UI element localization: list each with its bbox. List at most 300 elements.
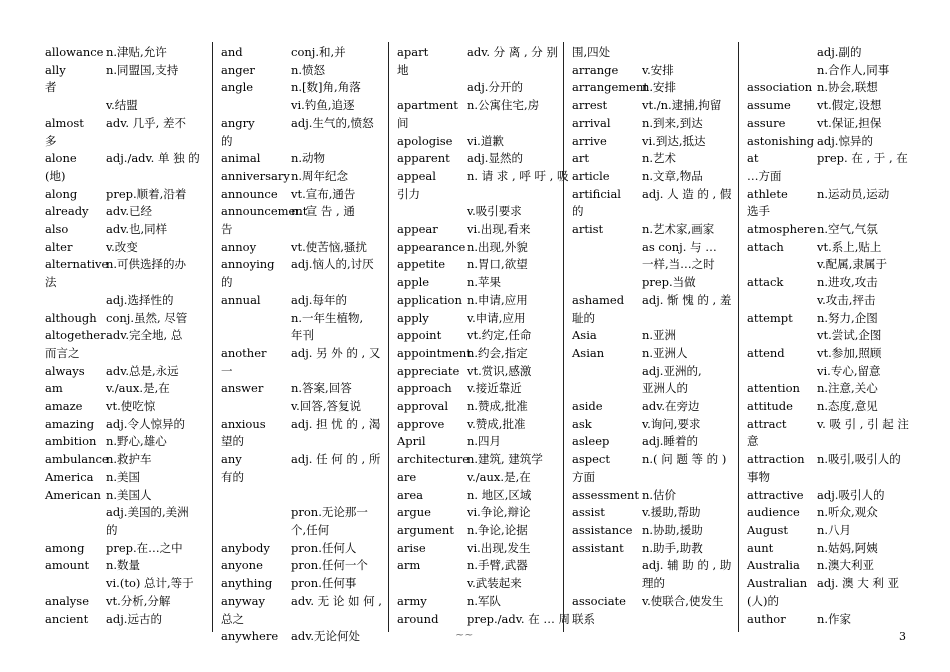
dictionary-entry-line [221,310,383,328]
dictionary-entry-line [221,611,383,629]
definition: adj. 另 外 的 , 又 [291,345,381,360]
headword: anniversary [221,168,290,183]
column-3 [397,44,571,630]
definition: adj.分开的 [467,80,523,95]
definition: v./aux.是,在 [467,469,531,484]
dictionary-entry-line [572,186,734,204]
headword: attitude [747,399,793,414]
dictionary-entry-line [397,540,559,558]
definition-continuation: 耻的 [572,310,595,325]
definition: vi.出现,发生 [467,540,531,555]
dictionary-entry-line [45,168,207,186]
definition: prep./adv. 在 … 周 [467,611,571,626]
definition-continuation: 围,四处 [572,45,611,59]
dictionary-entry-line [397,575,559,593]
definition: n.到来,到达 [642,115,703,130]
definition: n.答案,回答 [291,381,352,396]
definition: n.军队 [467,593,502,608]
dictionary-entry-line [747,221,909,239]
dictionary-entry-line [572,398,734,416]
definition: n.听众,观众 [817,505,878,520]
dictionary-entry-line [747,150,909,168]
dictionary-entry-line [45,469,207,487]
dictionary-entry-line [45,150,207,168]
dictionary-entry-line [397,487,559,505]
dictionary-entry-line [221,487,383,505]
headword: amazing [45,416,95,431]
dictionary-entry-line [221,150,383,168]
headword: attract [747,416,787,431]
dictionary-entry-line [397,310,559,328]
headword: anyone [221,558,263,573]
dictionary-entry-line [221,380,383,398]
definition: n.进攻,攻击 [817,275,878,290]
definition: prep.在…之中 [106,540,183,555]
definition-continuation: 的 [221,133,233,148]
dictionary-entry-line [45,79,207,97]
dictionary-entry-line [45,504,207,522]
headword: appointment [397,345,471,360]
definition: n.估价 [642,487,677,502]
headword: assure [747,115,786,130]
definition: v.回答,答复说 [291,399,361,414]
headword: any [221,452,242,467]
definition: v.安排 [642,62,674,77]
headword: Asian [572,345,605,360]
dictionary-entry-line [572,504,734,522]
headword: approve [397,416,445,431]
definition: n.亚洲人 [642,345,688,360]
column-divider [563,42,564,632]
headword: ask [572,416,592,431]
headword: author [747,611,786,626]
dictionary-entry-line [45,44,207,62]
definition: vt.约定,任命 [467,328,532,343]
dictionary-entry-line [572,203,734,221]
definition: n.姑妈,阿姨 [817,540,878,555]
dictionary-entry-line [747,239,909,257]
headword: answer [221,381,264,396]
definition-continuation: 者 [45,80,57,95]
dictionary-entry-line [397,150,559,168]
definition: n.吸引,吸引人的 [817,452,901,467]
dictionary-entry-line [221,451,383,469]
dictionary-entry-line [572,345,734,363]
dictionary-entry-line [221,416,383,434]
headword: attend [747,345,785,360]
headword: am [45,381,63,396]
dictionary-entry-line [572,327,734,345]
headword: assistant [572,540,624,555]
headword: annual [221,292,261,307]
dictionary-entry-line [397,62,559,80]
dictionary-entry-line [747,398,909,416]
definition: adv. 无 论 如 何 , [291,593,382,608]
headword: architecture [397,452,470,467]
headword: are [397,469,417,484]
dictionary-entry-line [747,557,909,575]
dictionary-entry-line [221,575,383,593]
definition: n.合作人,同事 [817,62,890,77]
headword: amaze [45,399,83,414]
definition: adj. 任 何 的 , 所 [291,452,381,467]
definition: adv.已经 [106,204,153,219]
dictionary-entry-line [747,292,909,310]
dictionary-entry-line [397,522,559,540]
definition: n.亚洲 [642,328,677,343]
headword: allowance [45,45,104,59]
definition: vi.到达,抵达 [642,133,706,148]
headword: apple [397,275,430,290]
dictionary-entry-line [45,522,207,540]
headword: arm [397,558,421,573]
definition: vt.分析,分解 [106,593,171,608]
dictionary-entry-line [572,380,734,398]
dictionary-entry-line [397,133,559,151]
definition: n.赞成,批准 [467,399,528,414]
dictionary-entry-line [747,256,909,274]
dictionary-entry-line [572,274,734,292]
dictionary-entry-line [221,398,383,416]
dictionary-entry-line [45,540,207,558]
headword: appreciate [397,363,460,378]
dictionary-entry-line [397,168,569,186]
definition: n.胃口,欲望 [467,257,528,272]
headword: Asia [572,328,597,343]
dictionary-entry-line [397,416,559,434]
dictionary-entry-line [747,345,909,363]
definition: n.申请,应用 [467,292,528,307]
headword: arise [397,540,426,555]
definition: n.艺术家,画家 [642,222,715,237]
headword: attraction [747,452,805,467]
dictionary-entry-line [747,575,909,593]
headword: army [397,593,427,608]
definition: vt.参加,照顾 [817,345,882,360]
definition: 一样,当…之时 [642,257,715,272]
definition-continuation: …方面 [747,168,782,183]
dictionary-entry-line [45,416,207,434]
definition: adj.令人惊异的 [106,416,185,431]
definition: adj./adv. 单 独 的 [106,151,200,166]
definition: n.同盟国,支持 [106,62,179,77]
dictionary-entry-line [45,451,207,469]
dictionary-entry-line [45,433,207,451]
headword: already [45,204,89,219]
headword: August [747,522,789,537]
definition-continuation: 联系 [572,611,595,626]
headword: alone [45,151,77,166]
definition: vt.使苦恼,骚扰 [291,239,367,254]
definition-continuation: 的 [221,275,233,290]
dictionary-entry-line [397,274,559,292]
definition-continuation: 选手 [747,204,770,219]
dictionary-entry-line [45,380,207,398]
dictionary-entry-line [747,416,909,434]
headword: argument [397,522,454,537]
definition: n.动物 [291,151,326,166]
dictionary-entry-line [572,433,734,451]
headword: appeal [397,168,436,183]
headword: approval [397,399,449,414]
headword: aside [572,399,603,414]
definition: vt.假定,设想 [817,98,882,113]
dictionary-entry-line [747,504,909,522]
headword: athlete [747,186,788,201]
dictionary-entry-line [397,398,559,416]
headword: arrest [572,98,608,113]
headword: appetite [397,257,446,272]
definition: adv. 几乎, 差不 [106,115,186,130]
definition: adj. 惭 愧 的 , 羞 [642,292,732,307]
dictionary-entry-line [221,345,383,363]
headword: approach [397,381,452,396]
definition: adj. 澳 大 利 亚 [817,576,900,591]
dictionary-entry-line [747,203,909,221]
definition: 个,任何 [291,522,330,537]
definition: pron.无论那一 [291,505,368,520]
definition-continuation: 总之 [221,611,244,626]
dictionary-entry-line [45,239,207,257]
definition: conj.和,并 [291,45,346,59]
headword: ambition [45,434,97,449]
dictionary-entry-line [221,186,383,204]
dictionary-entry-line [397,504,559,522]
dictionary-entry-line [45,186,207,204]
definition: prep.当做 [642,275,696,290]
definition: vi.争论,辩论 [467,505,531,520]
headword: attention [747,381,800,396]
dictionary-entry-line [45,115,207,133]
definition: n.可供选择的办 [106,257,187,272]
definition: n.助手,助教 [642,540,703,555]
definition: v.改变 [106,239,138,254]
definition: vi.(to) 总计,等于 [106,576,194,591]
definition: n.作家 [817,611,852,626]
definition: adv.在旁边 [642,399,700,414]
definition-continuation: 多 [45,133,57,148]
definition: vt./n.逮捕,拘留 [642,98,722,113]
dictionary-entry-line [45,575,207,593]
headword: attach [747,239,784,254]
definition: adj.副的 [817,45,862,59]
definition: adv.完全地, 总 [106,328,183,343]
definition: n.野心,雄心 [106,434,167,449]
dictionary-entry-line [397,363,559,381]
dictionary-entry-line [397,469,559,487]
dictionary-entry-line [572,168,734,186]
dictionary-entry-line [45,398,207,416]
definition: vt.保证,担保 [817,115,882,130]
dictionary-entry-line [572,522,734,540]
dictionary-entry-line [572,310,734,328]
definition: adj.显然的 [467,151,523,166]
definition: 的 [106,522,118,537]
headword: among [45,540,85,555]
dictionary-entry-line [747,274,909,292]
definition: n.注意,关心 [817,381,878,396]
dictionary-entry-line [572,44,734,62]
headword: appear [397,222,438,237]
dictionary-entry-line [221,433,383,451]
definition: n. 请 求 , 呼 吁 , 吸 [467,168,569,183]
headword: analyse [45,593,90,608]
footer-center-mark: ~~ [455,628,474,641]
definition: adj. 人 造 的 , 假 [642,186,732,201]
dictionary-entry-line [45,310,207,328]
definition-continuation: 间 [397,115,409,130]
definition: adj.选择性的 [106,292,174,307]
dictionary-entry-line [747,97,909,115]
dictionary-entry-line [45,327,207,345]
definition: adv.无论何处 [291,629,361,644]
headword: apply [397,310,429,325]
dictionary-entry-line [747,168,909,186]
dictionary-entry-line [45,97,207,115]
dictionary-entry-line [45,557,207,575]
dictionary-entry-line [221,292,383,310]
dictionary-entry-line [45,203,207,221]
headword: art [572,151,589,166]
definition: n. 地区,区域 [467,487,532,502]
dictionary-entry-line [747,62,909,80]
definition: vi.道歉 [467,133,504,148]
dictionary-entry-line [572,593,734,611]
dictionary-entry-line [397,557,559,575]
dictionary-entry-line [747,380,909,398]
headword: anybody [221,540,270,555]
headword: April [397,434,426,449]
dictionary-entry-line [221,239,383,257]
headword: alternative [45,257,109,272]
definition: n.美国 [106,469,141,484]
headword: also [45,222,69,237]
headword: assist [572,505,605,520]
definition-continuation: (人)的 [747,593,779,608]
headword: artist [572,222,604,237]
definition: conj.虽然, 尽管 [106,310,188,325]
headword: article [572,168,610,183]
dictionary-entry-line [747,540,909,558]
headword: assessment [572,487,640,502]
dictionary-entry-line [221,540,383,558]
definition: n.愤怒 [291,62,326,77]
dictionary-entry-line [221,115,383,133]
headword: announcement [221,204,308,219]
definition: prep. 在 , 于 , 在 [817,151,908,166]
dictionary-entry-line [221,628,383,646]
dictionary-entry-line [572,239,734,257]
definition: n.美国人 [106,487,152,502]
dictionary-entry-line [572,79,734,97]
headword: appoint [397,328,442,343]
dictionary-entry-line [572,221,734,239]
headword: ambulance [45,452,109,467]
definition: adv. 分 离 , 分 别 [467,45,558,59]
dictionary-entry-line [45,611,207,629]
definition-continuation: 的 [572,204,584,219]
headword: associate [572,593,626,608]
headword: appearance [397,239,466,254]
definition: n.周年纪念 [291,168,349,183]
dictionary-entry-line [397,611,571,629]
dictionary-entry-line [747,522,909,540]
dictionary-entry-line [45,593,207,611]
definition-continuation: 告 [221,222,233,237]
definition: adv.总是,永远 [106,363,179,378]
dictionary-entry-line [45,292,207,310]
headword: another [221,345,267,360]
dictionary-entry-line [45,274,207,292]
dictionary-entry-line [45,133,207,151]
definition: vt.赏识,感激 [467,363,532,378]
dictionary-entry-line [221,133,383,151]
definition-continuation [221,488,225,502]
headword: artificial [572,186,621,201]
definition: v.接近靠近 [467,381,522,396]
definition: v.吸引要求 [467,204,522,219]
dictionary-entry-line [572,557,734,575]
definition-continuation: 法 [45,275,57,290]
headword: although [45,310,97,325]
headword: apologise [397,133,453,148]
headword: attractive [747,487,804,502]
definition: vt.宣布,通告 [291,186,356,201]
column-2 [221,44,383,644]
dictionary-entry-line [221,593,383,611]
headword: apparent [397,151,450,166]
headword: aunt [747,540,774,555]
headword: assume [747,98,791,113]
definition: adj.每年的 [291,292,347,307]
dictionary-entry-line [747,487,909,505]
dictionary-entry-line [397,97,559,115]
definition: 理的 [642,576,665,591]
dictionary-entry-line [221,469,383,487]
headword: along [45,186,78,201]
headword: anything [221,576,273,591]
definition-continuation: 有的 [221,469,244,484]
dictionary-entry-line [572,416,734,434]
dictionary-entry-line [572,575,734,593]
dictionary-entry-line [572,115,734,133]
definition: adj.远古的 [106,611,162,626]
definition: n.运动员,运动 [817,186,890,201]
headword: aspect [572,452,610,467]
headword: arrive [572,133,607,148]
dictionary-entry-line [397,44,559,62]
dictionary-entry-line [397,451,559,469]
definition: adj.恼人的,讨厌 [291,257,374,272]
dictionary-entry-line [572,540,734,558]
definition: adj.生气的,愤怒 [291,115,374,130]
dictionary-entry-line [572,487,734,505]
headword: assistance [572,522,633,537]
dictionary-entry-line [397,115,559,133]
definition: n.争论,论据 [467,522,528,537]
dictionary-entry-line [221,256,383,274]
headword: atmosphere [747,222,817,237]
dictionary-entry-line [221,44,383,62]
headword: annoying [221,257,275,272]
headword: and [221,45,243,59]
definition: v.使联合,使发生 [642,593,724,608]
headword: ancient [45,611,89,626]
dictionary-entry-line [572,62,734,80]
dictionary-entry-line [397,345,559,363]
dictionary-entry-line [45,221,207,239]
dictionary-entry-line [45,363,207,381]
